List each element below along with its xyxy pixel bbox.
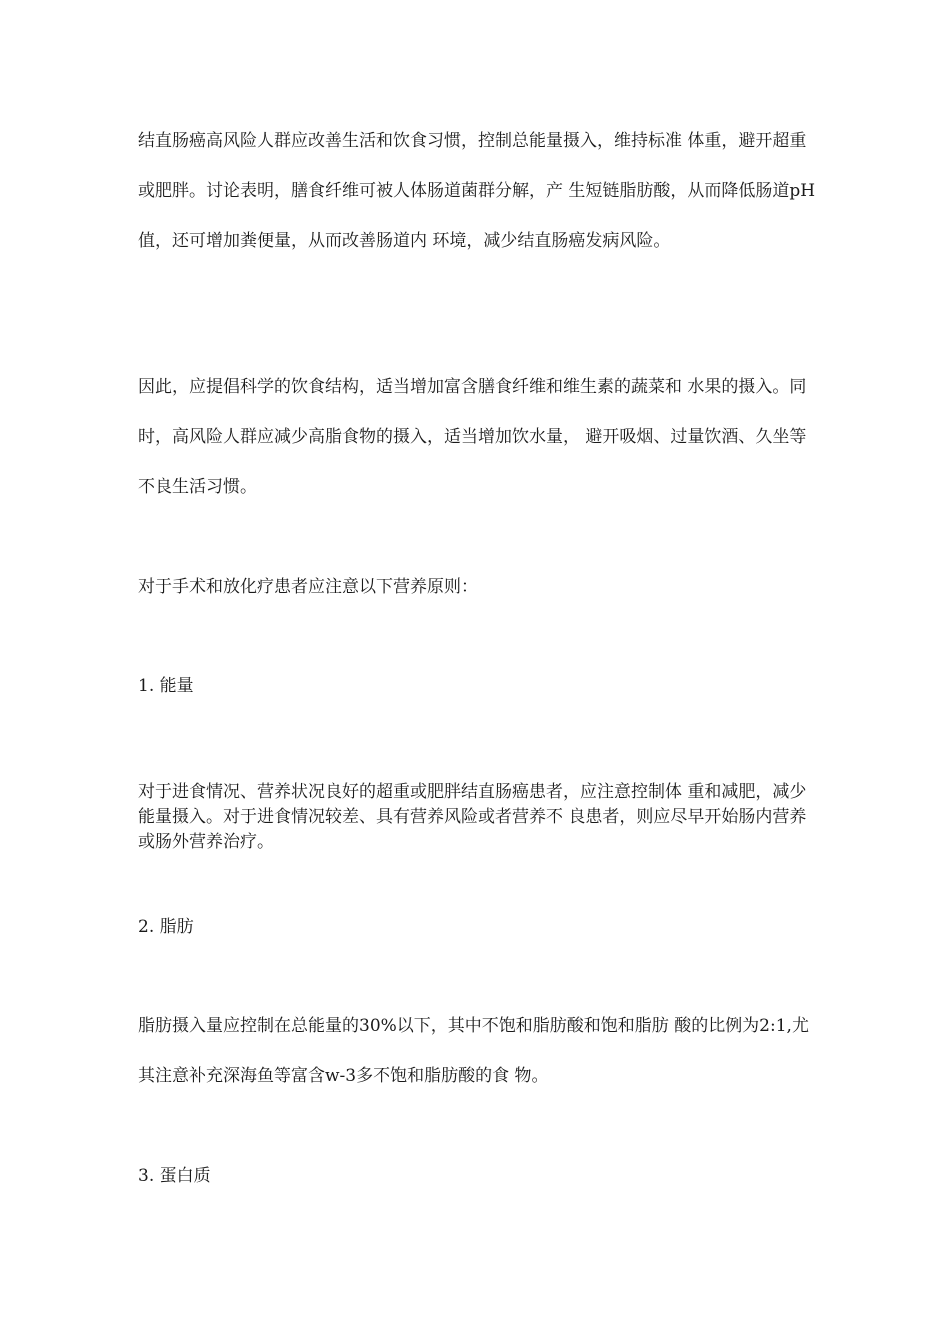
heading-fat: 2. 脂肪 xyxy=(138,917,194,937)
paragraph-diet-structure: 因此，应提倡科学的饮食结构，适当增加富含膳食纤维和维生素的蔬菜和 水果的摄入。同时，高风险人群应减少高脂食物的摄入，适当增加饮水量， 避开吸烟、过量饮酒、久坐等不良生活习惯。 xyxy=(138,377,807,497)
paragraph-risk-lifestyle: 结直肠癌高风险人群应改善生活和饮食习惯，控制总能量摄入，维持标准 体重，避开超重或肥胖。讨论表明，膳食纤维可被人体肠道菌群分解，产 生短链脂肪酸，从而降低肠道pH值，还可增加粪便量，从而改善肠道内 环境，减少结直肠癌发病风险。 xyxy=(138,131,816,251)
heading-energy: 1. 能量 xyxy=(138,676,194,696)
paragraph-fat: 脂肪摄入量应控制在总能量的30%以下，其中不饱和脂肪酸和饱和脂肪 酸的比例为2:1,尤其注意补充深海鱼等富含w-3多不饱和脂肪酸的食 物。 xyxy=(138,1016,809,1086)
paragraph-energy: 对于进食情况、营养状况良好的超重或肥胖结直肠癌患者，应注意控制体 重和减肥，减少能量摄入。对于进食情况较差、具有营养风险或者营养不 良患者，则应尽早开始肠内营养或肠外营养治疗。 xyxy=(138,782,807,852)
paragraph-nutrition-principles-intro: 对于手术和放化疗患者应注意以下营养原则： xyxy=(138,577,478,597)
heading-protein: 3. 蛋白质 xyxy=(138,1166,211,1186)
